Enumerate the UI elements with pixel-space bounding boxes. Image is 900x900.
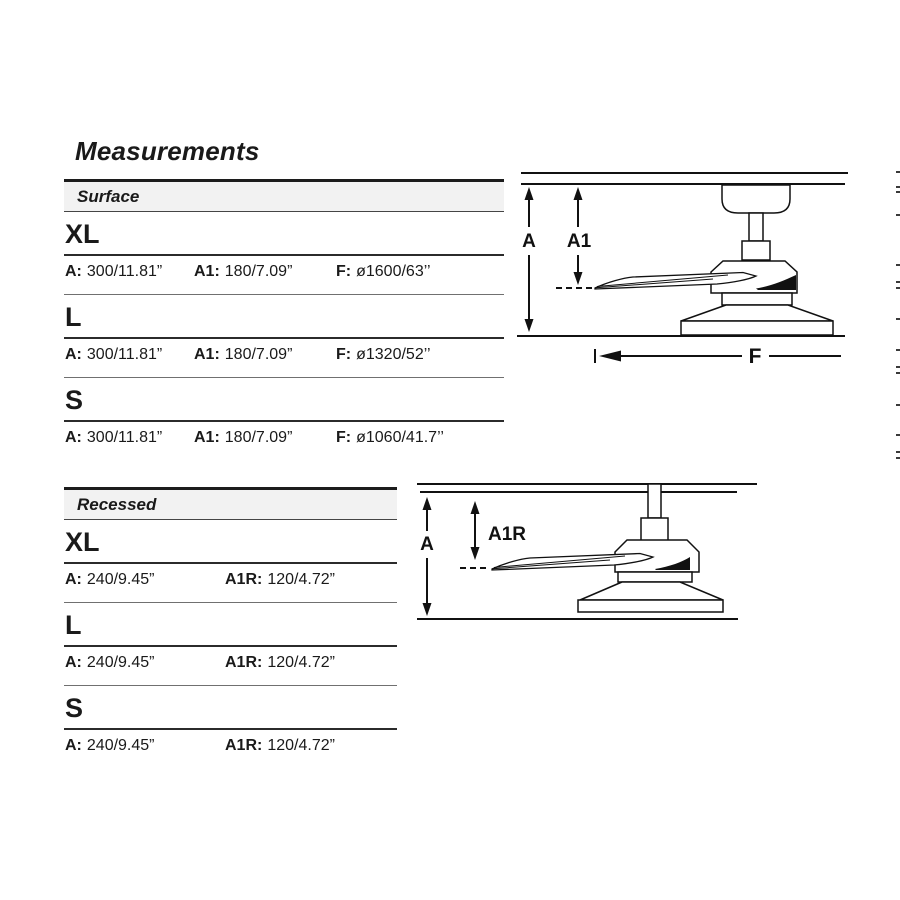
dimension-a1r [460, 501, 526, 568]
recessed-size-heading-xl: XL [64, 520, 397, 564]
canopy [722, 185, 790, 213]
recessed-specs-xl [64, 564, 397, 603]
spec-a [65, 429, 162, 447]
motor-band [618, 572, 692, 582]
coupler [641, 518, 668, 542]
spec-label: A: [65, 346, 82, 363]
spec-value: 120/4.72” [267, 571, 335, 588]
dim-label-f: F [748, 345, 762, 368]
spec-label: A1R: [225, 571, 263, 588]
spec-f [336, 346, 431, 364]
page-title: Measurements [75, 136, 260, 166]
spec-a [65, 571, 155, 589]
arrowhead-down-icon [471, 547, 480, 560]
spec-label: A1: [194, 346, 220, 363]
spec-a [65, 346, 162, 364]
spec-a [65, 654, 155, 672]
spec-a1 [194, 346, 292, 364]
spec-value: ø1600/63’’ [356, 263, 431, 280]
spec-value: 240/9.45” [86, 654, 155, 671]
diffuser-base [681, 321, 833, 335]
surface-size-heading-xl: XL [64, 212, 504, 256]
spec-a1r [225, 571, 335, 589]
spec-label: A1: [194, 263, 220, 280]
dimension-f [595, 345, 841, 368]
spec-f [336, 263, 431, 281]
recessed-specs-s [64, 730, 397, 769]
recessed-header: Recessed [64, 487, 397, 520]
surface-fan-drawing [515, 168, 855, 373]
arrowhead-down-icon [423, 603, 432, 616]
surface-specs-l [64, 339, 504, 378]
arrowhead-left-icon [599, 351, 621, 362]
diffuser-base [578, 600, 723, 612]
arrowhead-up-icon [423, 497, 432, 510]
recessed-specs-l [64, 647, 397, 686]
arrowhead-down-icon [574, 272, 583, 285]
spec-value: 120/4.72” [267, 737, 335, 754]
dimension-a [522, 187, 536, 332]
spec-value: 180/7.09” [224, 263, 293, 280]
spec-value: 180/7.09” [224, 429, 293, 446]
dimension-a1 [556, 187, 594, 288]
spec-value: ø1320/52’’ [356, 346, 431, 363]
dim-label-a: A [420, 534, 434, 555]
spec-label: A1R: [225, 654, 263, 671]
recessed-size-heading-s: S [64, 686, 397, 730]
spec-value: 300/11.81” [86, 346, 163, 363]
spec-a1 [194, 263, 292, 281]
spec-value: 300/11.81” [86, 429, 163, 446]
dim-label-a1r: A1R [488, 524, 527, 545]
spec-label: A: [65, 737, 82, 754]
spec-label: F: [336, 346, 352, 363]
arrowhead-up-icon [471, 501, 480, 514]
spec-label: F: [336, 429, 352, 446]
fan-surface [595, 185, 833, 335]
surface-size-heading-l: L [64, 295, 504, 339]
downrod [648, 484, 661, 518]
spec-label: F: [336, 263, 352, 280]
spec-a1 [194, 429, 292, 447]
spec-value: 120/4.72” [267, 654, 335, 671]
surface-specs-xl [64, 256, 504, 295]
surface-table [64, 179, 504, 461]
downrod [749, 213, 763, 241]
recessed-fan-drawing [410, 470, 765, 630]
recessed-mount-diagram [410, 470, 765, 630]
spec-value: 300/11.81” [86, 263, 163, 280]
arrowhead-down-icon [525, 319, 534, 332]
spec-a [65, 263, 162, 281]
surface-specs-s [64, 422, 504, 461]
spec-value: ø1060/41.7’’ [356, 429, 444, 446]
motor-band [722, 293, 792, 305]
spec-value: 240/9.45” [86, 737, 155, 754]
spec-value: 240/9.45” [86, 571, 155, 588]
spec-label: A: [65, 429, 82, 446]
spec-label: A: [65, 571, 82, 588]
spec-label: A: [65, 263, 82, 280]
spec-label: A: [65, 654, 82, 671]
arrowhead-up-icon [574, 187, 583, 200]
fan-recessed [492, 484, 723, 612]
diffuser-skirt [580, 582, 723, 600]
surface-size-heading-s: S [64, 378, 504, 422]
surface-mount-diagram [515, 168, 855, 373]
recessed-table [64, 487, 397, 769]
cropped-right-text-fragments [896, 171, 900, 173]
coupler [742, 241, 770, 260]
surface-header: Surface [64, 179, 504, 212]
spec-a [65, 737, 155, 755]
dim-label-a: A [522, 231, 536, 252]
spec-f [336, 429, 444, 447]
recessed-size-heading-l: L [64, 603, 397, 647]
dim-label-a1: A1 [566, 231, 592, 252]
arrowhead-up-icon [525, 187, 534, 200]
spec-a1r [225, 654, 335, 672]
dimension-a [420, 497, 434, 616]
spec-value: 180/7.09” [224, 346, 293, 363]
spec-label: A1: [194, 429, 220, 446]
diffuser-skirt [681, 305, 833, 321]
spec-a1r [225, 737, 335, 755]
spec-label: A1R: [225, 737, 263, 754]
